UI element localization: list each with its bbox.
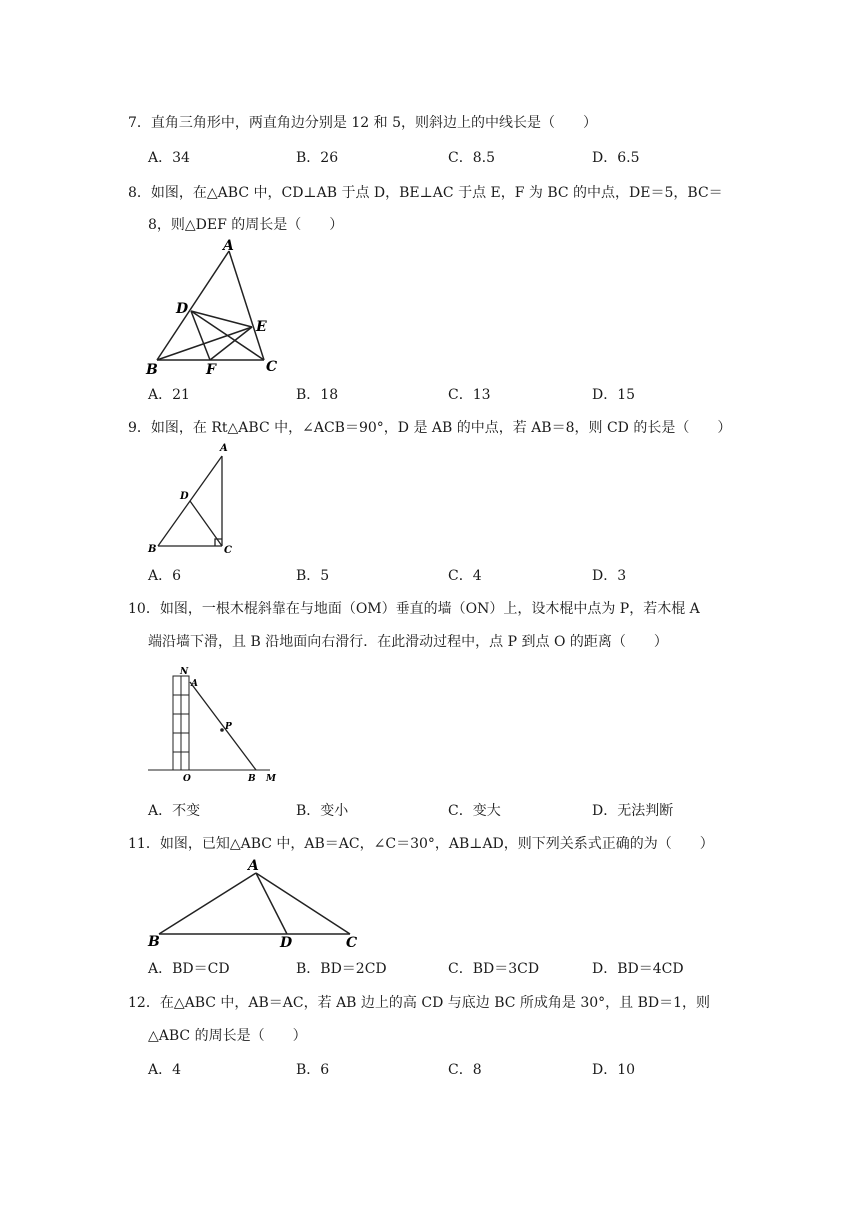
q10-option-b: B．变小	[296, 803, 349, 819]
q11-option-b: B．BD＝2CD	[296, 961, 387, 977]
q8-label-e: E	[256, 319, 267, 335]
q10-label-m: M	[266, 774, 276, 784]
q11-options	[148, 958, 768, 978]
q8-option-c: C．13	[448, 387, 491, 403]
q9-label-b: B	[148, 544, 157, 555]
q7-stem: 7．直角三角形中，两直角边分别是 12 和 5，则斜边上的中线长是（ ）	[128, 115, 597, 131]
q8-stem-line2: 8，则△DEF 的周长是（ ）	[148, 217, 344, 233]
q11-label-d: D	[280, 935, 293, 951]
q11-option-a: A．BD＝CD	[148, 961, 230, 977]
q11-label-a: A	[248, 858, 259, 874]
q9-option-a: A．6	[148, 568, 182, 584]
q10-stem-line1: 10．如图，一根木棍斜靠在与地面（OM）垂直的墙（ON）上，设木棍中点为 P，若木棍 A	[128, 601, 700, 617]
q8-label-f: F	[206, 362, 216, 378]
q8-option-a: A．21	[148, 387, 190, 403]
q9-option-c: C．4	[448, 568, 482, 584]
q8-option-b: B．18	[296, 387, 339, 403]
q8-label-c: C	[266, 359, 278, 375]
q8-label-d: D	[176, 301, 189, 317]
q8-label-b: B	[146, 362, 158, 378]
q10-option-a: A．不变	[148, 803, 201, 819]
q11-option-d: D．BD＝4CD	[592, 961, 684, 977]
q11-label-c: C	[346, 935, 358, 951]
q10-option-c: C．变大	[448, 803, 501, 819]
q12-option-a: A．4	[148, 1062, 182, 1078]
q12-options	[148, 1059, 768, 1079]
q10-option-d: D．无法判断	[592, 803, 674, 819]
q9-option-d: D．3	[592, 568, 627, 584]
q8-stem-line1: 8．如图，在△ABC 中，CD⊥AB 于点 D，BE⊥AC 于点 E，F 为 BC 的中点，DE＝5，BC＝	[128, 185, 723, 201]
q7-option-c: C．8.5	[448, 150, 495, 166]
q7-option-b: B．26	[296, 150, 339, 166]
q10-label-b: B	[248, 774, 256, 784]
q10-label-n: N	[180, 667, 189, 677]
q9-label-d: D	[180, 491, 189, 502]
q12-option-b: B．6	[296, 1062, 330, 1078]
q9-label-a: A	[220, 443, 228, 454]
q11-label-b: B	[148, 934, 160, 950]
q9-label-c: C	[224, 545, 232, 556]
q8-option-d: D．15	[592, 387, 636, 403]
q10-label-a: A	[191, 679, 198, 689]
q7-option-a: A．34	[148, 150, 190, 166]
q9-stem: 9．如图，在 Rt△ABC 中，∠ACB＝90°，D 是 AB 的中点，若 AB＝8，则 CD 的长是（ ）	[128, 420, 732, 436]
q10-label-p: P	[225, 722, 232, 732]
q11-stem: 11．如图，已知△ABC 中，AB＝AC，∠C＝30°，AB⊥AD，则下列关系式正确的为（ ）	[128, 836, 714, 852]
q10-stem-line2: 端沿墙下滑，且 B 沿地面向右滑行．在此滑动过程中，点 P 到点 O 的距离（ ）	[148, 634, 668, 650]
q10-label-o: O	[183, 774, 191, 784]
q12-option-d: D．10	[592, 1062, 636, 1078]
q12-stem-line1: 12．在△ABC 中，AB＝AC，若 AB 边上的高 CD 与底边 BC 所成角是 30°，且 BD＝1，则	[128, 995, 711, 1011]
q7-option-d: D．6.5	[592, 150, 640, 166]
q11-option-c: C．BD＝3CD	[448, 961, 540, 977]
q9-option-b: B．5	[296, 568, 330, 584]
q12-option-c: C．8	[448, 1062, 482, 1078]
q12-stem-line2: △ABC 的周长是（ ）	[148, 1028, 307, 1044]
q8-label-a: A	[223, 238, 234, 254]
